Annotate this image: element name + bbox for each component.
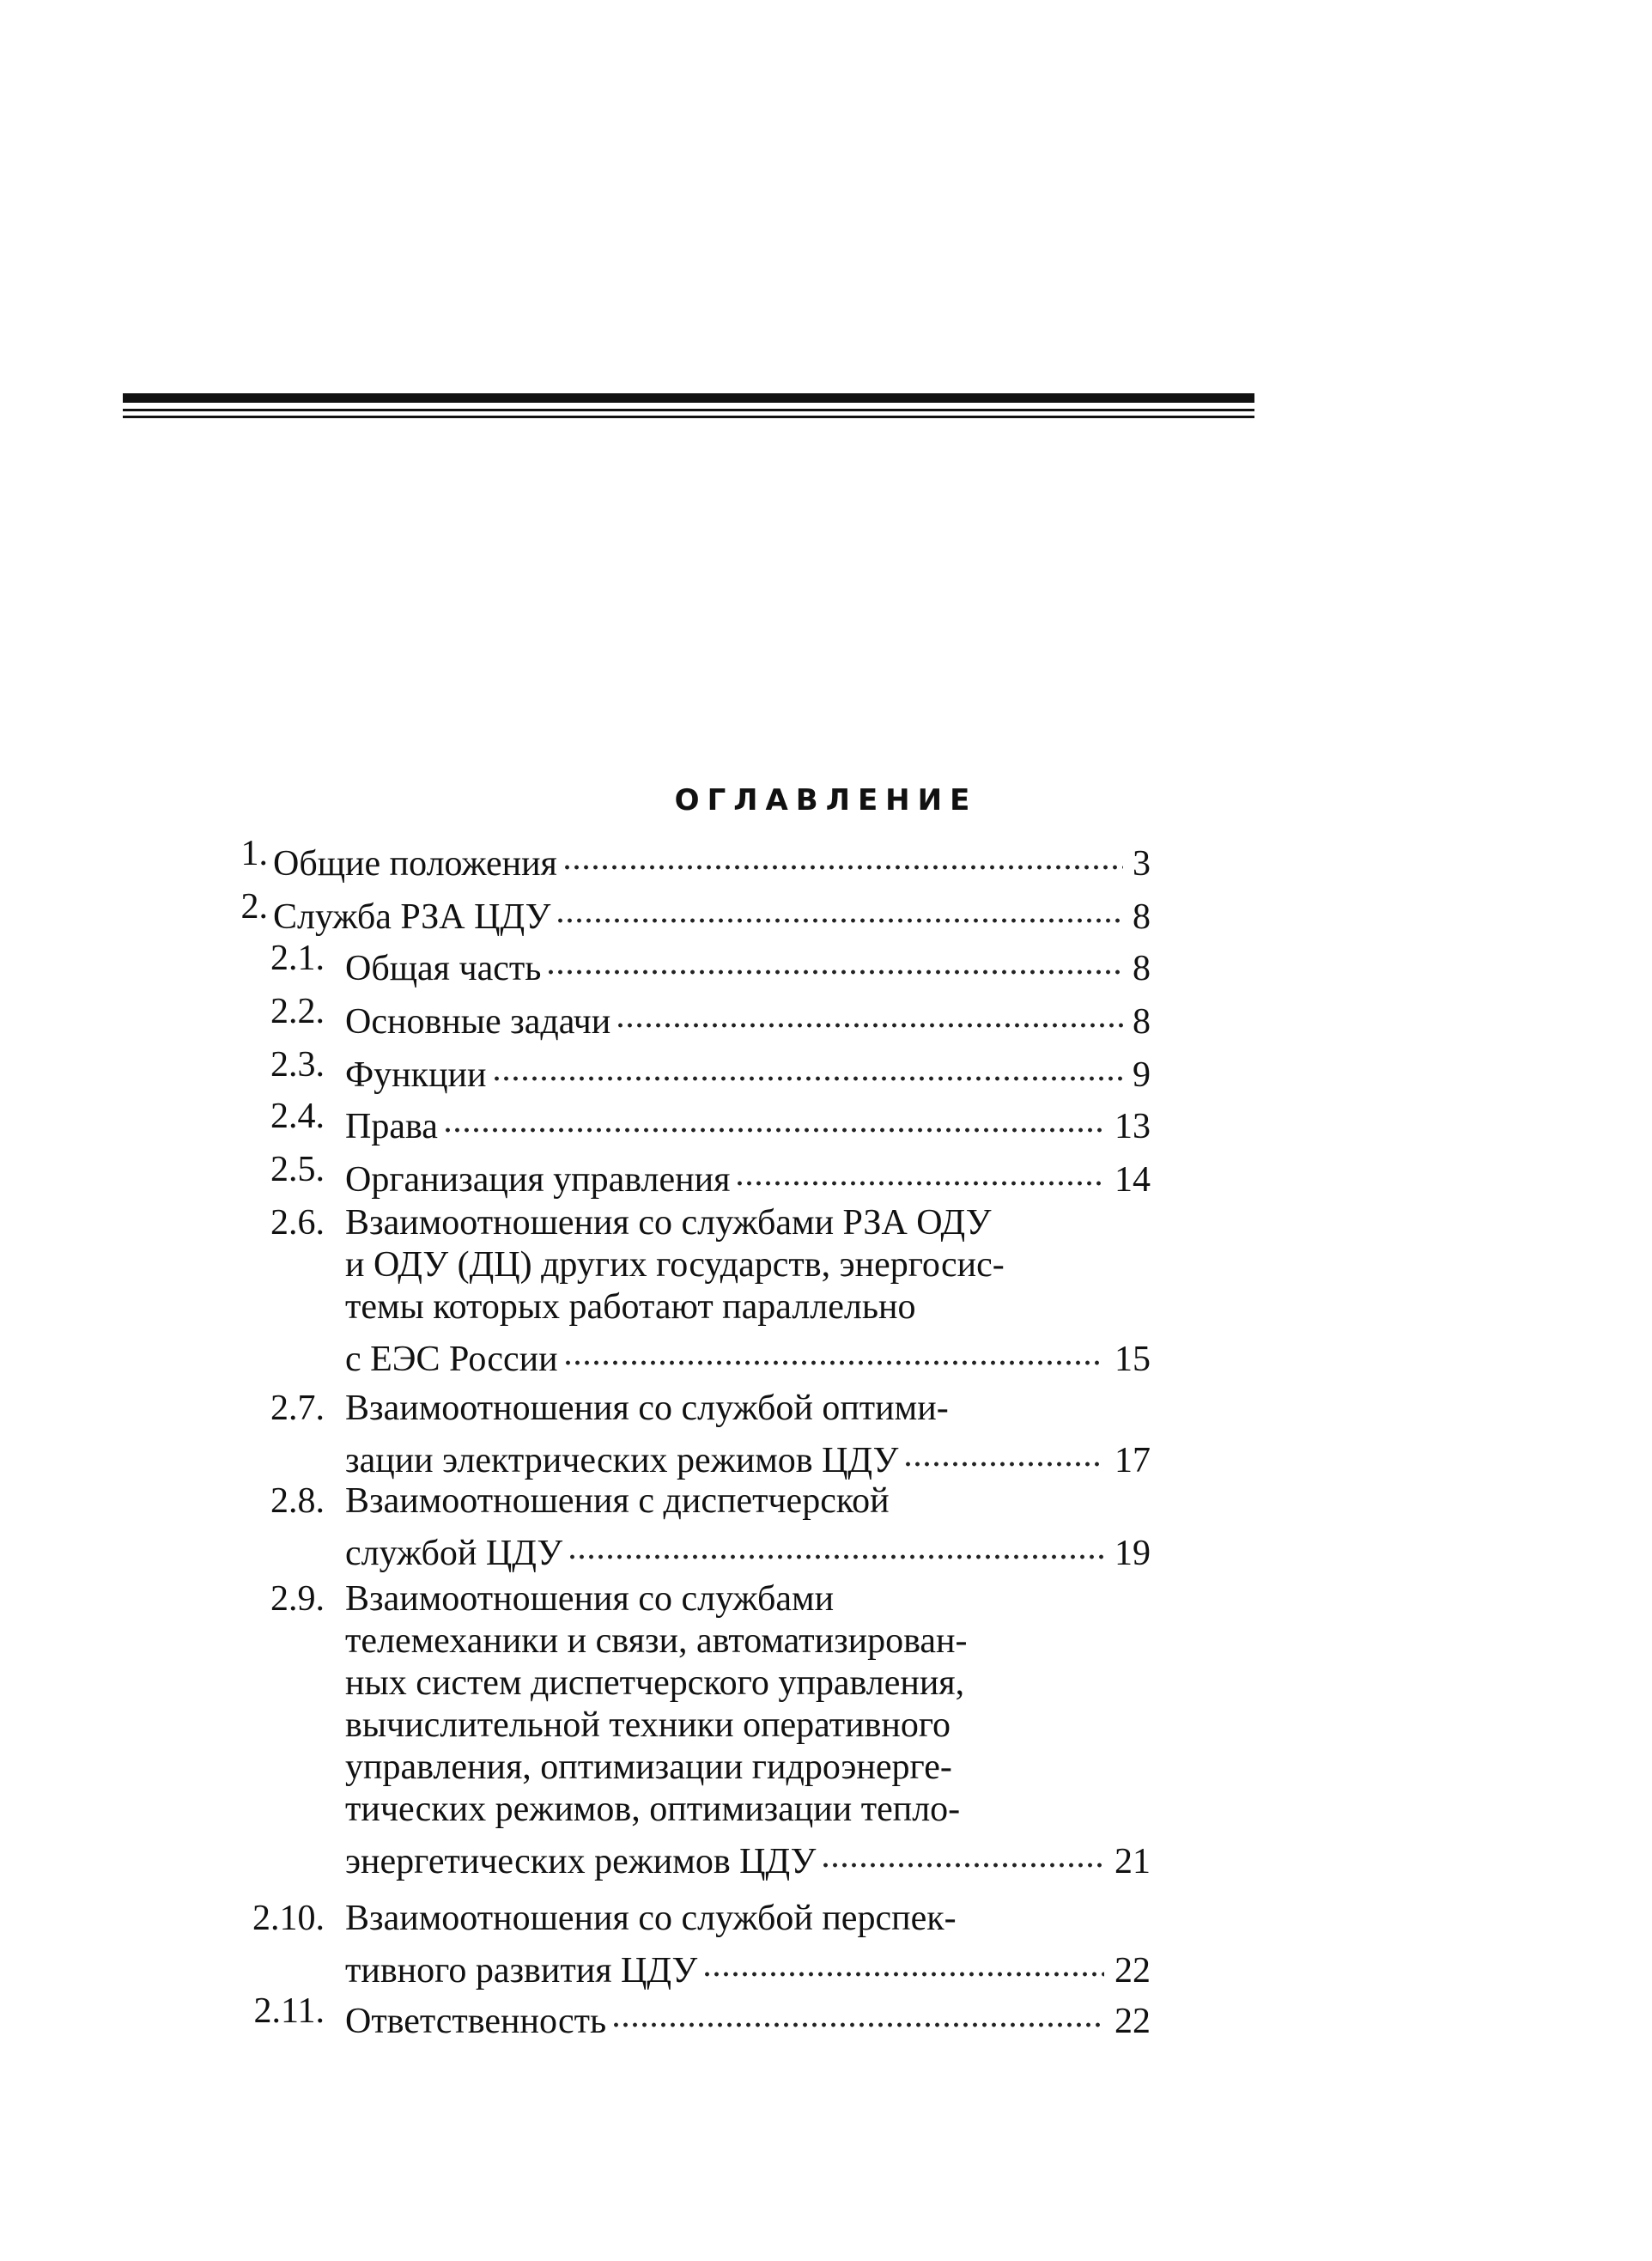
toc-entry-number: 2.5. <box>270 1150 325 1189</box>
toc-entry-title: Общие положения <box>273 844 557 884</box>
toc-entry-title: энергетических режимов ЦДУ <box>345 1842 817 1881</box>
toc-heading: ОГЛАВЛЕНИЕ <box>674 783 978 817</box>
toc-page-number: 8 <box>1133 949 1151 988</box>
toc-entry-number: 2.1. <box>270 939 325 978</box>
toc-entry-title: темы которых работают параллельно <box>345 1287 916 1327</box>
toc-dot-leader <box>562 833 1123 875</box>
toc-entry-title: телемеханики и связи, автоматизирован- <box>345 1621 968 1661</box>
toc-page-number: 13 <box>1114 1107 1151 1146</box>
toc-entry-title: Взаимоотношения со службами <box>345 1579 835 1619</box>
toc-dot-leader <box>563 1328 1104 1371</box>
toc-entry-title: Права <box>345 1107 438 1146</box>
header-rule-thin <box>123 409 1254 411</box>
toc-entry-number: 2.11. <box>253 1991 325 2031</box>
toc-entry-title: ных систем диспетчерского управления, <box>345 1663 965 1703</box>
toc-dot-leader <box>616 991 1123 1033</box>
toc-entry-title: Ответственность <box>345 2002 607 2041</box>
toc-entry-title: тивного развития ЦДУ <box>345 1951 698 1991</box>
toc-entry-title: Взаимоотношения со службой оптими- <box>345 1389 949 1428</box>
toc-entry-number: 2.4. <box>270 1097 325 1136</box>
toc-entry-number: 2.7. <box>270 1389 325 1428</box>
toc-entry-number: 1. <box>240 834 268 873</box>
toc-dot-leader <box>443 1096 1104 1138</box>
toc-page-number: 22 <box>1114 1951 1151 1991</box>
toc-entry-title: управления, оптимизации гидроэнерге- <box>345 1747 952 1787</box>
toc-dot-leader <box>903 1430 1104 1472</box>
toc-page-number: 8 <box>1133 897 1151 937</box>
toc-entry-number: 2.10. <box>252 1899 325 1938</box>
toc-entry-number: 2.6. <box>270 1203 325 1243</box>
toc-entry-number: 2.3. <box>270 1045 325 1085</box>
toc-dot-leader <box>611 1991 1104 2033</box>
toc-entry-number: 2.2. <box>270 992 325 1031</box>
toc-page-number: 21 <box>1114 1842 1151 1881</box>
toc-entry-title: с ЕЭС России <box>345 1340 558 1379</box>
toc-page-number: 19 <box>1114 1534 1151 1573</box>
toc-entry-title: тических режимов, оптимизации тепло- <box>345 1790 961 1829</box>
header-rule-thick <box>123 393 1254 403</box>
toc-entry-title: Взаимоотношения с диспетчерской <box>345 1481 890 1521</box>
toc-page-number: 14 <box>1114 1160 1151 1200</box>
toc-dot-leader <box>735 1149 1104 1191</box>
toc-dot-leader <box>556 886 1123 928</box>
toc-page-number: 17 <box>1114 1441 1151 1480</box>
toc-dot-leader <box>492 1044 1124 1086</box>
toc-dot-leader <box>702 1940 1104 1982</box>
toc-page-number: 3 <box>1133 844 1151 884</box>
toc-entry-title: Взаимоотношения со службами РЗА ОДУ <box>345 1203 992 1243</box>
header-rule-thin <box>123 416 1254 418</box>
toc-entry-title: Взаимоотношения со службой перспек- <box>345 1899 957 1938</box>
toc-entry-title: Служба РЗА ЦДУ <box>273 897 551 937</box>
toc-page-number: 8 <box>1133 1002 1151 1042</box>
toc-entry-number: 2.9. <box>270 1579 325 1619</box>
toc-entry-number: 2.8. <box>270 1481 325 1521</box>
toc-entry-title: Общая часть <box>345 949 542 988</box>
toc-entry-title: Основные задачи <box>345 1002 611 1042</box>
toc-page-number: 15 <box>1114 1340 1151 1379</box>
toc-page-number: 9 <box>1133 1055 1151 1095</box>
toc-entry-title: службой ЦДУ <box>345 1534 563 1573</box>
toc-page-number: 22 <box>1114 2002 1151 2041</box>
toc-dot-leader <box>546 938 1123 980</box>
toc-entry-number: 2. <box>240 887 268 927</box>
toc-dot-leader <box>568 1523 1104 1565</box>
toc-entry-title: и ОДУ (ДЦ) других государств, энергосис- <box>345 1245 1005 1285</box>
toc-entry-title: зации электрических режимов ЦДУ <box>345 1441 899 1480</box>
toc-dot-leader <box>821 1831 1104 1873</box>
toc-entry-title: Организация управления <box>345 1160 731 1200</box>
toc-entry-title: вычислительной техники оперативного <box>345 1705 951 1745</box>
toc-entry-title: Функции <box>345 1055 487 1095</box>
